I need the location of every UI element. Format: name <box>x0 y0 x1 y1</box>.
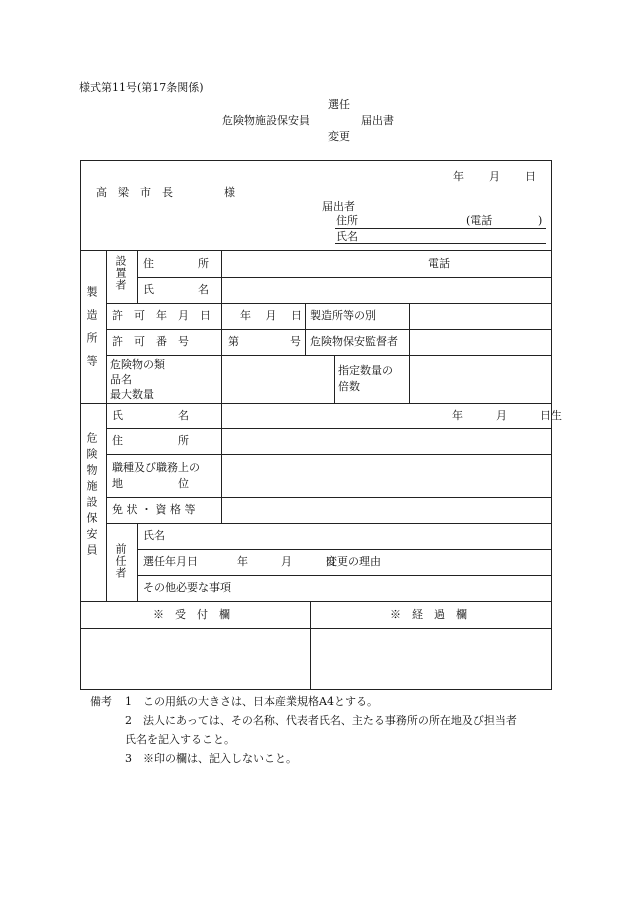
submitter-phone-close: ) <box>538 214 543 227</box>
installer-label: 設置者 <box>114 255 127 291</box>
title-option-appoint: 選任 <box>328 98 350 111</box>
rule <box>409 303 410 403</box>
occupation-label: 職種及び職務上の <box>112 461 200 474</box>
permit-number-suffix: 号 <box>290 335 301 348</box>
installer-name-label: 氏 名 <box>143 283 209 296</box>
other-label: その他必要な事項 <box>143 581 231 594</box>
form-number: 様式第11号(第17条関係) <box>79 81 204 94</box>
occupation-label-2: 地 位 <box>112 477 189 490</box>
designated-multiple-label-2: 倍数 <box>338 380 360 393</box>
rule <box>80 250 552 251</box>
product-name-label: 品名 <box>110 373 132 386</box>
officer-name-label: 氏 名 <box>112 409 189 422</box>
license-label: 免 状 ・ 資 格 等 <box>112 503 196 516</box>
permit-date-value: 年 月 日 <box>240 309 302 322</box>
honorific: 様 <box>224 186 235 199</box>
rule <box>137 250 138 303</box>
rule <box>221 403 222 523</box>
supervisor-label: 危険物保安監督者 <box>310 335 398 348</box>
notes-label: 備考 <box>90 695 112 708</box>
date-month: 月 <box>489 170 500 183</box>
rule <box>80 403 552 404</box>
rule <box>106 428 552 429</box>
submitter-name-label: 氏名 <box>336 230 358 243</box>
officer-address-label: 住 所 <box>112 434 189 447</box>
rule <box>106 250 107 601</box>
rule <box>80 601 552 602</box>
installer-address-label: 住 所 <box>143 257 209 270</box>
rule <box>106 497 552 498</box>
rule <box>137 523 138 601</box>
facility-section-label: 製造所等 <box>85 286 98 378</box>
rule <box>137 575 552 576</box>
permit-number-prefix: 第 <box>228 335 239 348</box>
reception-column-label: ※ 受 付 欄 <box>153 608 230 621</box>
title-option-change: 変更 <box>328 130 350 143</box>
predecessor-name-label: 氏名 <box>143 529 165 542</box>
rule <box>305 303 306 355</box>
rule <box>80 628 552 629</box>
progress-column-label: ※ 経 過 欄 <box>390 608 467 621</box>
form-title-suffix: 届出書 <box>361 114 394 127</box>
addressee: 高 梁 市 長 <box>96 186 173 199</box>
form-table <box>80 160 552 690</box>
appointment-date-label: 選任年月日 <box>143 555 198 568</box>
permit-number-label: 許 可 番 号 <box>112 335 189 348</box>
rule <box>310 601 311 690</box>
note-2-continuation: 氏名を記入すること。 <box>125 733 235 746</box>
predecessor-label: 前任者 <box>114 543 127 579</box>
note-3-num: 3 <box>125 752 132 765</box>
name-underline <box>335 243 546 244</box>
note-2-num: 2 <box>125 714 132 727</box>
rule <box>137 549 552 550</box>
facility-type-label: 製造所等の別 <box>310 309 376 322</box>
rule <box>106 329 552 330</box>
note-1-num: 1 <box>125 695 132 708</box>
max-quantity-label: 最大数量 <box>110 388 154 401</box>
note-1-text: この用紙の大きさは、日本産業規格A4とする。 <box>143 695 378 708</box>
submitter-label: 届出者 <box>322 200 355 213</box>
rule <box>106 303 552 304</box>
officer-birth-date: 年 月 日生 <box>452 409 562 422</box>
form-title: 危険物施設保安員 <box>222 114 310 127</box>
permit-date-label: 許 可 年 月 日 <box>112 309 211 322</box>
address-underline <box>335 228 546 229</box>
submitter-address-label: 住所 <box>336 214 358 227</box>
submitter-phone-open: (電話 <box>466 214 493 227</box>
designated-multiple-label: 指定数量の <box>338 364 393 377</box>
rule <box>334 355 335 403</box>
appointment-date-value: 年 月 日 <box>237 555 336 568</box>
rule <box>106 454 552 455</box>
note-2-text: 法人にあっては、その名称、代表者氏名、主たる事務所の所在地及び担当者 <box>143 714 517 727</box>
note-3-text: ※印の欄は、記入しないこと。 <box>143 752 297 765</box>
rule <box>106 523 552 524</box>
officer-section-label: 危険物施設保安員 <box>85 432 98 560</box>
change-reason-label: 変更の理由 <box>326 555 381 568</box>
rule <box>221 355 222 403</box>
hazard-class-label: 危険物の類 <box>110 358 165 371</box>
rule <box>137 277 552 278</box>
date-day: 日 <box>525 170 536 183</box>
date-year: 年 <box>453 170 464 183</box>
rule <box>106 355 552 356</box>
installer-phone-label: 電話 <box>428 257 450 270</box>
